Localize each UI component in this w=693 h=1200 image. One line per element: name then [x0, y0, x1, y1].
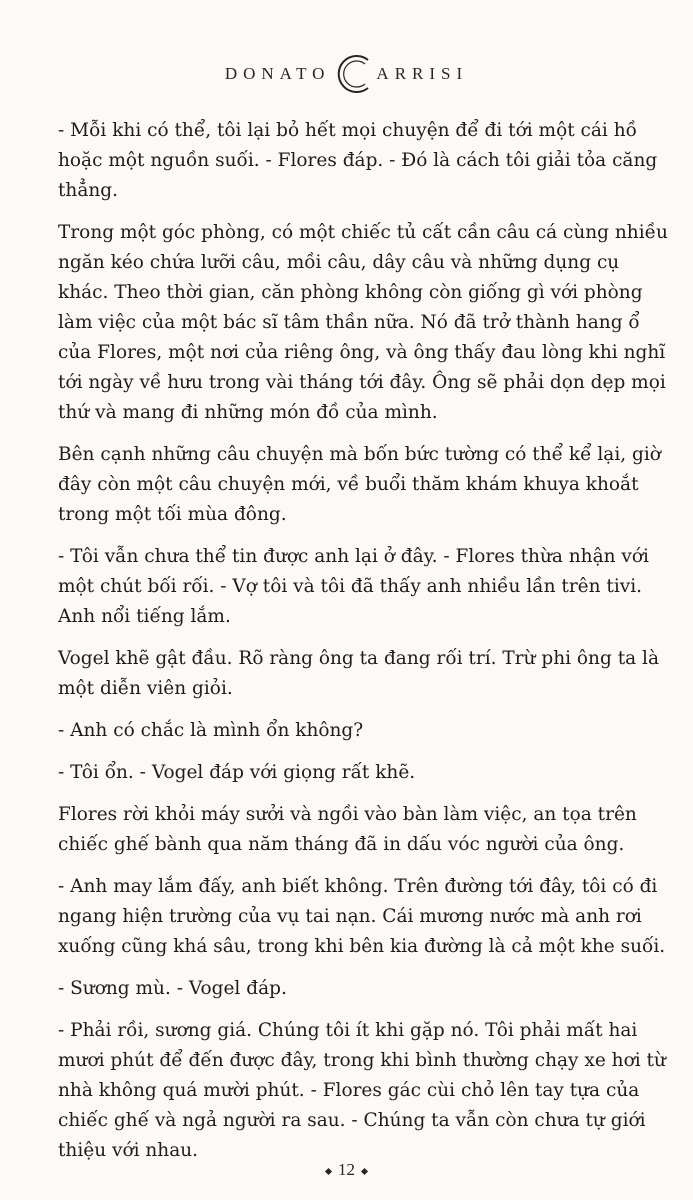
paragraph: Flores rời khỏi máy sưởi và ngồi vào bàn làm việc, an tọa trên chiếc ghế bành qua năm tháng đã in dấu vóc người của ông. — [58, 804, 637, 855]
author-first-name: DONATO — [224, 64, 331, 83]
paragraph: Trong một góc phòng, có một chiếc tủ cất cần câu cá cùng nhiều ngăn kéo chứa lưỡi câu, mồi câu, dây câu và những dụng cụ khác. Theo thời gian, căn phòng không còn giống gì với phòng làm việc của một bác sĩ tâm thần nữa. Nó đã trở thành hang ổ của Flores, một nơi của riêng ông, và ông thấy đau lòng khi nghĩ tới ngày về hưu trong vài tháng tới đây. Ông sẽ phải dọn dẹp mọi thứ và mang đi những món đồ của mình. — [58, 222, 668, 423]
running-header — [0, 50, 693, 98]
body-text — [58, 116, 674, 1178]
paragraph: - Tôi ổn. - Vogel đáp với giọng rất khẽ. — [58, 762, 416, 783]
paragraph: Bên cạnh những câu chuyện mà bốn bức tường có thể kể lại, giờ đây còn một câu chuyện mới, về buổi thăm khám khuya khoắt trong một tối mùa đông. — [58, 444, 661, 525]
paragraph: - Mỗi khi có thể, tôi lại bỏ hết mọi chuyện để đi tới một cái hồ hoặc một nguồn suối. - Flores đáp. - Đó là cách tôi giải tỏa căng thẳng. — [58, 120, 658, 201]
paragraph: - Anh may lắm đấy, anh biết không. Trên đường tới đây, tôi có đi ngang hiện trường của vụ tai nạn. Cái mương nước mà anh rơi xuống cũng khá sâu, trong khi bên kia đường là cả một khe suối. — [58, 876, 666, 957]
c-monogram-icon — [334, 50, 374, 98]
diamond-bullet-icon — [361, 1168, 368, 1175]
page-number-text: 12 — [338, 1160, 355, 1179]
paragraph: - Phải rồi, sương giá. Chúng tôi ít khi gặp nó. Tôi phải mất hai mươi phút để đến được đây, trong khi bình thường chạy xe hơi từ nhà không quá mười phút. - Flores gác cùi chỏ lên tay tựa của chiếc ghế và ngả người ra sau. - Chúng ta vẫn còn chưa tự giới thiệu với nhau. — [58, 1020, 666, 1161]
diamond-bullet-icon — [325, 1168, 332, 1175]
paragraph: - Tôi vẫn chưa thể tin được anh lại ở đây. - Flores thừa nhận với một chút bối rối. - Vợ tôi và tôi đã thấy anh nhiều lần trên tivi. Anh nổi tiếng lắm. — [58, 546, 649, 627]
page-number — [0, 1160, 693, 1180]
paragraph: - Sương mù. - Vogel đáp. — [58, 978, 287, 999]
author-last-name: ARRISI — [376, 64, 469, 83]
paragraph: - Anh có chắc là mình ổn không? — [58, 720, 364, 741]
paragraph: Vogel khẽ gật đầu. Rõ ràng ông ta đang rối trí. Trừ phi ông ta là một diễn viên giỏi. — [58, 648, 659, 699]
